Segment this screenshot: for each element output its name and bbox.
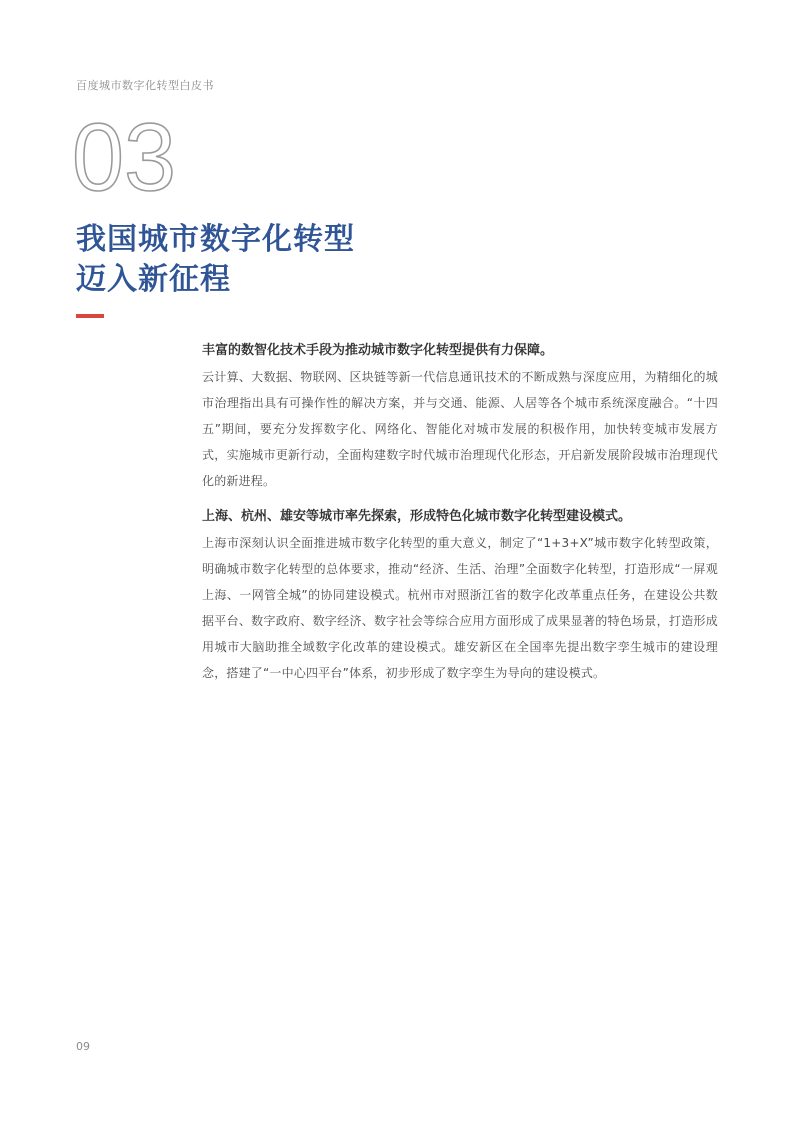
chapter-title-line-2: 迈入新征程 <box>76 262 231 297</box>
section-1 <box>202 338 718 494</box>
chapter-number-text: 03 <box>72 110 176 198</box>
chapter-title <box>76 220 355 300</box>
running-header: 百度城市数字化转型白皮书 <box>76 79 214 92</box>
chapter-number <box>72 110 182 198</box>
chapter-title-line-1: 我国城市数字化转型 <box>76 222 355 257</box>
section-heading: 上海、杭州、雄安等城市率先探索，形成特色化城市数字化转型建设模式。 <box>202 509 632 524</box>
accent-bar <box>76 314 104 318</box>
page-number: 09 <box>76 1040 90 1053</box>
chapter-content <box>202 338 718 696</box>
section-heading: 丰富的数智化技术手段为推动城市数字化转型提供有力保障。 <box>202 343 554 358</box>
section-body: 上海市深刻认识全面推进城市数字化转型的重大意义，制定了“1+3+X”城市数字化转型政策，明确城市数字化转型的总体要求，推动“经济、生活、治理”全面数字化转型，打造形成“一屏观上海、一网管全城”的协同建设模式。杭州市对照浙江省的数字化改革重点任务，在建设公共数据平台、数字政府、数字经济、数字社会等综合应用方面形成了成果显著的特色场景，打造形成用城市大脑助推全域数字化改革的建设模式。雄安新区在全国率先提出数字孪生城市的建设理念，搭建了“一中心四平台”体系，初步形成了数字孪生为导向的建设模式。 <box>202 536 718 680</box>
section-body: 云计算、大数据、物联网、区块链等新一代信息通讯技术的不断成熟与深度应用，为精细化的城市治理指出具有可操作性的解决方案，并与交通、能源、人居等各个城市系统深度融合。“十四五”期间，要充分发挥数字化、网络化、智能化对城市发展的积极作用，加快转变城市发展方式，实施城市更新行动，全面构建数字时代城市治理现代化形态，开启新发展阶段城市治理现代化的新进程。 <box>202 370 718 488</box>
section-2 <box>202 504 718 686</box>
